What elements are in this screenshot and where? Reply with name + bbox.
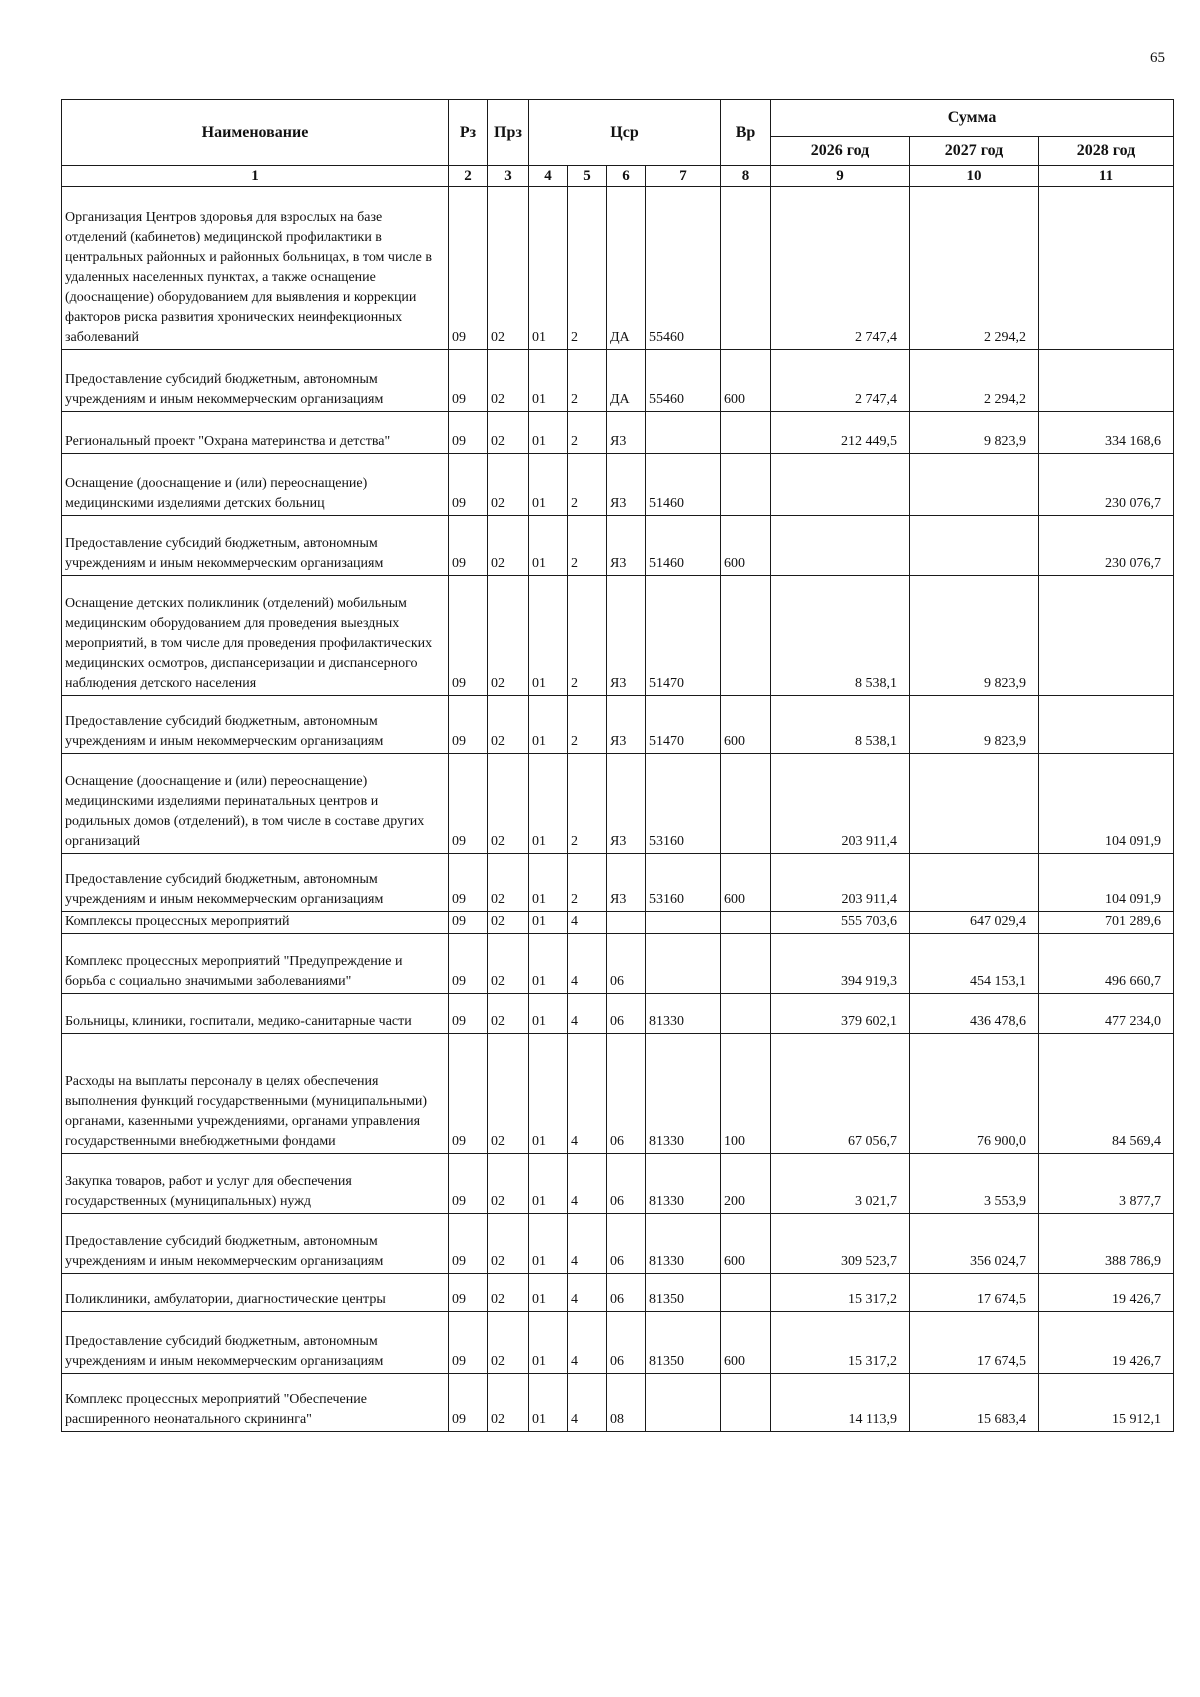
amount-2026-cell: 2 747,4	[771, 187, 910, 350]
row-name-cell: Комплекс процессных мероприятий "Предупреждение и борьба с социально значимыми заболеваниями"	[62, 934, 449, 994]
row-name-cell: Комплексы процессных мероприятий	[62, 912, 449, 934]
column-number: 7	[646, 166, 721, 187]
amount-2026-cell: 2 747,4	[771, 350, 910, 412]
amount-2027-cell	[910, 516, 1039, 576]
csr-part-cell: 01	[529, 454, 568, 516]
csr-code-cell	[646, 934, 721, 994]
prz-cell: 02	[488, 187, 529, 350]
csr-part-cell: 01	[529, 1034, 568, 1154]
amount-2028-cell: 477 234,0	[1039, 994, 1174, 1034]
amount-2028-cell: 19 426,7	[1039, 1274, 1174, 1312]
column-number: 1	[62, 166, 449, 187]
amount-2026-cell: 8 538,1	[771, 696, 910, 754]
amount-2026-cell: 203 911,4	[771, 854, 910, 912]
rz-cell: 09	[449, 454, 488, 516]
csr-code-cell	[646, 412, 721, 454]
column-number: 11	[1039, 166, 1174, 187]
header-year-2026: 2026 год	[771, 137, 910, 166]
rz-cell: 09	[449, 1154, 488, 1214]
header-year-2028: 2028 год	[1039, 137, 1174, 166]
table-row	[62, 1034, 1174, 1154]
csr-code-cell: 81330	[646, 1214, 721, 1274]
table-row	[62, 912, 1174, 934]
vr-cell: 600	[721, 854, 771, 912]
vr-cell	[721, 934, 771, 994]
csr-code-cell: 81330	[646, 1154, 721, 1214]
table-row	[62, 1154, 1174, 1214]
amount-2028-cell: 701 289,6	[1039, 912, 1174, 934]
header-rz: Рз	[449, 100, 488, 166]
prz-cell: 02	[488, 1374, 529, 1432]
csr-part-cell: 01	[529, 1312, 568, 1374]
csr-part-cell: Я3	[607, 754, 646, 854]
vr-cell: 100	[721, 1034, 771, 1154]
amount-2028-cell: 230 076,7	[1039, 454, 1174, 516]
table-row	[62, 187, 1174, 350]
row-name-cell: Предоставление субсидий бюджетным, автономным учреждениям и иным некоммерческим организациям	[62, 516, 449, 576]
column-number: 8	[721, 166, 771, 187]
csr-part-cell: Я3	[607, 696, 646, 754]
csr-part-cell: ДА	[607, 187, 646, 350]
vr-cell: 600	[721, 696, 771, 754]
csr-part-cell: 01	[529, 187, 568, 350]
csr-code-cell: 55460	[646, 187, 721, 350]
amount-2028-cell: 388 786,9	[1039, 1214, 1174, 1274]
csr-part-cell: 01	[529, 934, 568, 994]
amount-2027-cell: 17 674,5	[910, 1312, 1039, 1374]
table-row	[62, 454, 1174, 516]
row-name-cell: Предоставление субсидий бюджетным, автономным учреждениям и иным некоммерческим организациям	[62, 1312, 449, 1374]
csr-part-cell: Я3	[607, 454, 646, 516]
amount-2027-cell: 356 024,7	[910, 1214, 1039, 1274]
row-name-cell: Расходы на выплаты персоналу в целях обеспечения выполнения функций государственными (муниципальными) органами, казенными учреждениями, органами управления государственными внебюджетными фондами	[62, 1034, 449, 1154]
amount-2026-cell: 8 538,1	[771, 576, 910, 696]
vr-cell	[721, 187, 771, 350]
table-row	[62, 1214, 1174, 1274]
csr-part-cell: Я3	[607, 854, 646, 912]
vr-cell: 600	[721, 1214, 771, 1274]
rz-cell: 09	[449, 912, 488, 934]
rz-cell: 09	[449, 350, 488, 412]
table-row	[62, 516, 1174, 576]
rz-cell: 09	[449, 1274, 488, 1312]
row-name-cell: Комплекс процессных мероприятий "Обеспечение расширенного неонатального скрининга"	[62, 1374, 449, 1432]
amount-2027-cell: 15 683,4	[910, 1374, 1039, 1432]
csr-part-cell: 4	[568, 1274, 607, 1312]
amount-2028-cell: 15 912,1	[1039, 1374, 1174, 1432]
amount-2026-cell	[771, 516, 910, 576]
csr-part-cell: 01	[529, 912, 568, 934]
csr-part-cell: 01	[529, 994, 568, 1034]
amount-2028-cell: 496 660,7	[1039, 934, 1174, 994]
prz-cell: 02	[488, 576, 529, 696]
amount-2027-cell: 9 823,9	[910, 412, 1039, 454]
amount-2028-cell: 3 877,7	[1039, 1154, 1174, 1214]
csr-part-cell: 4	[568, 1154, 607, 1214]
header-sum: Сумма	[771, 100, 1174, 137]
column-number: 9	[771, 166, 910, 187]
csr-part-cell: 4	[568, 994, 607, 1034]
prz-cell: 02	[488, 994, 529, 1034]
csr-part-cell: 2	[568, 754, 607, 854]
amount-2027-cell	[910, 754, 1039, 854]
amount-2027-cell	[910, 854, 1039, 912]
csr-part-cell: 06	[607, 994, 646, 1034]
csr-part-cell: 2	[568, 854, 607, 912]
vr-cell	[721, 912, 771, 934]
column-number: 10	[910, 166, 1039, 187]
prz-cell: 02	[488, 454, 529, 516]
table-row	[62, 854, 1174, 912]
rz-cell: 09	[449, 516, 488, 576]
amount-2027-cell: 647 029,4	[910, 912, 1039, 934]
row-name-cell: Предоставление субсидий бюджетным, автономным учреждениям и иным некоммерческим организациям	[62, 350, 449, 412]
prz-cell: 02	[488, 516, 529, 576]
rz-cell: 09	[449, 994, 488, 1034]
csr-part-cell: 01	[529, 1374, 568, 1432]
prz-cell: 02	[488, 350, 529, 412]
vr-cell	[721, 994, 771, 1034]
row-name-cell: Поликлиники, амбулатории, диагностические центры	[62, 1274, 449, 1312]
amount-2026-cell: 67 056,7	[771, 1034, 910, 1154]
prz-cell: 02	[488, 1034, 529, 1154]
prz-cell: 02	[488, 912, 529, 934]
csr-code-cell	[646, 1374, 721, 1432]
csr-part-cell: 2	[568, 412, 607, 454]
row-name-cell: Организация Центров здоровья для взрослых на базе отделений (кабинетов) медицинской профилактики в центральных районных и районных больницах, в том числе в удаленных населенных пунктах, а также оснащение (дооснащение) оборудованием для выявления и коррекции факторов риска развития хронических неинфекционных заболеваний	[62, 187, 449, 350]
csr-code-cell: 53160	[646, 754, 721, 854]
vr-cell	[721, 1274, 771, 1312]
rz-cell: 09	[449, 696, 488, 754]
csr-part-cell: 2	[568, 696, 607, 754]
row-name-cell: Закупка товаров, работ и услуг для обеспечения государственных (муниципальных) нужд	[62, 1154, 449, 1214]
amount-2026-cell: 212 449,5	[771, 412, 910, 454]
csr-code-cell: 81330	[646, 1034, 721, 1154]
csr-part-cell: 06	[607, 934, 646, 994]
amount-2028-cell: 104 091,9	[1039, 754, 1174, 854]
csr-part-cell: Я3	[607, 516, 646, 576]
csr-part-cell: 01	[529, 696, 568, 754]
csr-part-cell: 01	[529, 1214, 568, 1274]
amount-2028-cell: 19 426,7	[1039, 1312, 1174, 1374]
amount-2027-cell: 2 294,2	[910, 187, 1039, 350]
csr-part-cell: 06	[607, 1312, 646, 1374]
amount-2028-cell: 84 569,4	[1039, 1034, 1174, 1154]
csr-part-cell: 01	[529, 854, 568, 912]
column-number: 2	[449, 166, 488, 187]
amount-2026-cell: 3 021,7	[771, 1154, 910, 1214]
table-row	[62, 994, 1174, 1034]
row-name-cell: Оснащение (дооснащение и (или) переоснащение) медицинскими изделиями детских больниц	[62, 454, 449, 516]
rz-cell: 09	[449, 1034, 488, 1154]
column-number: 3	[488, 166, 529, 187]
csr-part-cell: 4	[568, 1034, 607, 1154]
header-vr: Вр	[721, 100, 771, 166]
csr-part-cell: 01	[529, 412, 568, 454]
rz-cell: 09	[449, 1214, 488, 1274]
csr-part-cell: 01	[529, 1274, 568, 1312]
page-number: 65	[1150, 50, 1165, 66]
csr-code-cell: 51470	[646, 696, 721, 754]
amount-2027-cell: 436 478,6	[910, 994, 1039, 1034]
csr-part-cell: 4	[568, 1214, 607, 1274]
amount-2027-cell: 76 900,0	[910, 1034, 1039, 1154]
csr-part-cell: 4	[568, 1374, 607, 1432]
prz-cell: 02	[488, 412, 529, 454]
rz-cell: 09	[449, 854, 488, 912]
header-name: Наименование	[62, 100, 449, 166]
amount-2027-cell: 454 153,1	[910, 934, 1039, 994]
row-name-cell: Региональный проект "Охрана материнства и детства"	[62, 412, 449, 454]
csr-part-cell: 06	[607, 1034, 646, 1154]
amount-2026-cell: 14 113,9	[771, 1374, 910, 1432]
amount-2028-cell	[1039, 576, 1174, 696]
row-name-cell: Больницы, клиники, госпитали, медико-санитарные части	[62, 994, 449, 1034]
column-number: 4	[529, 166, 568, 187]
prz-cell: 02	[488, 1214, 529, 1274]
csr-part-cell: 2	[568, 187, 607, 350]
csr-code-cell: 53160	[646, 854, 721, 912]
row-name-cell: Предоставление субсидий бюджетным, автономным учреждениям и иным некоммерческим организациям	[62, 1214, 449, 1274]
prz-cell: 02	[488, 754, 529, 854]
header-prz: Прз	[488, 100, 529, 166]
vr-cell: 600	[721, 1312, 771, 1374]
amount-2026-cell	[771, 454, 910, 516]
vr-cell: 200	[721, 1154, 771, 1214]
csr-part-cell: 06	[607, 1214, 646, 1274]
table-row	[62, 696, 1174, 754]
prz-cell: 02	[488, 1312, 529, 1374]
amount-2026-cell: 309 523,7	[771, 1214, 910, 1274]
amount-2027-cell: 3 553,9	[910, 1154, 1039, 1214]
csr-part-cell: 4	[568, 1312, 607, 1374]
vr-cell	[721, 412, 771, 454]
table-row	[62, 350, 1174, 412]
vr-cell	[721, 1374, 771, 1432]
budget-table	[61, 99, 1174, 1432]
amount-2027-cell	[910, 454, 1039, 516]
vr-cell	[721, 576, 771, 696]
header-year-2027: 2027 год	[910, 137, 1039, 166]
table-body	[62, 187, 1174, 1432]
csr-code-cell	[646, 912, 721, 934]
column-number-row	[62, 166, 1174, 187]
csr-part-cell: 2	[568, 516, 607, 576]
column-number: 5	[568, 166, 607, 187]
csr-part-cell: ДА	[607, 350, 646, 412]
rz-cell: 09	[449, 1312, 488, 1374]
column-number: 6	[607, 166, 646, 187]
rz-cell: 09	[449, 187, 488, 350]
csr-part-cell: 01	[529, 754, 568, 854]
rz-cell: 09	[449, 576, 488, 696]
table-row	[62, 934, 1174, 994]
amount-2026-cell: 555 703,6	[771, 912, 910, 934]
csr-code-cell: 81350	[646, 1274, 721, 1312]
prz-cell: 02	[488, 696, 529, 754]
amount-2027-cell: 9 823,9	[910, 696, 1039, 754]
row-name-cell: Оснащение (дооснащение и (или) переоснащение) медицинскими изделиями перинатальных центров и родильных домов (отделений), в том числе в составе других организаций	[62, 754, 449, 854]
amount-2028-cell: 104 091,9	[1039, 854, 1174, 912]
csr-part-cell: 2	[568, 454, 607, 516]
table-row	[62, 1374, 1174, 1432]
rz-cell: 09	[449, 934, 488, 994]
csr-part-cell: 01	[529, 1154, 568, 1214]
csr-part-cell: 4	[568, 912, 607, 934]
csr-code-cell: 81350	[646, 1312, 721, 1374]
amount-2028-cell: 230 076,7	[1039, 516, 1174, 576]
amount-2026-cell: 15 317,2	[771, 1312, 910, 1374]
vr-cell: 600	[721, 516, 771, 576]
csr-part-cell: 06	[607, 1154, 646, 1214]
amount-2027-cell: 17 674,5	[910, 1274, 1039, 1312]
amount-2026-cell: 203 911,4	[771, 754, 910, 854]
rz-cell: 09	[449, 412, 488, 454]
rz-cell: 09	[449, 754, 488, 854]
header-csr: Цср	[529, 100, 721, 166]
csr-part-cell: 08	[607, 1374, 646, 1432]
amount-2026-cell: 379 602,1	[771, 994, 910, 1034]
csr-code-cell: 55460	[646, 350, 721, 412]
table-row	[62, 576, 1174, 696]
csr-part-cell: 01	[529, 576, 568, 696]
row-name-cell: Предоставление субсидий бюджетным, автономным учреждениям и иным некоммерческим организациям	[62, 696, 449, 754]
csr-part-cell: 2	[568, 576, 607, 696]
csr-part-cell	[607, 912, 646, 934]
amount-2026-cell: 394 919,3	[771, 934, 910, 994]
amount-2026-cell: 15 317,2	[771, 1274, 910, 1312]
table-row	[62, 1312, 1174, 1374]
amount-2028-cell: 334 168,6	[1039, 412, 1174, 454]
csr-code-cell: 51460	[646, 454, 721, 516]
csr-part-cell: Я3	[607, 576, 646, 696]
csr-part-cell: 01	[529, 516, 568, 576]
row-name-cell: Предоставление субсидий бюджетным, автономным учреждениям и иным некоммерческим организациям	[62, 854, 449, 912]
amount-2028-cell	[1039, 696, 1174, 754]
vr-cell: 600	[721, 350, 771, 412]
prz-cell: 02	[488, 934, 529, 994]
row-name-cell: Оснащение детских поликлиник (отделений) мобильным медицинским оборудованием для проведения выездных мероприятий, в том числе для проведения профилактических медицинских осмотров, диспансеризации и диспансерного наблюдения детского населения	[62, 576, 449, 696]
amount-2028-cell	[1039, 187, 1174, 350]
amount-2027-cell: 2 294,2	[910, 350, 1039, 412]
vr-cell	[721, 754, 771, 854]
prz-cell: 02	[488, 854, 529, 912]
amount-2027-cell: 9 823,9	[910, 576, 1039, 696]
csr-code-cell: 51460	[646, 516, 721, 576]
prz-cell: 02	[488, 1274, 529, 1312]
csr-code-cell: 81330	[646, 994, 721, 1034]
table-row	[62, 1274, 1174, 1312]
amount-2028-cell	[1039, 350, 1174, 412]
csr-part-cell: 01	[529, 350, 568, 412]
table-row	[62, 754, 1174, 854]
csr-code-cell: 51470	[646, 576, 721, 696]
vr-cell	[721, 454, 771, 516]
prz-cell: 02	[488, 1154, 529, 1214]
csr-part-cell: Я3	[607, 412, 646, 454]
csr-part-cell: 06	[607, 1274, 646, 1312]
csr-part-cell: 2	[568, 350, 607, 412]
csr-part-cell: 4	[568, 934, 607, 994]
rz-cell: 09	[449, 1374, 488, 1432]
table-row	[62, 412, 1174, 454]
